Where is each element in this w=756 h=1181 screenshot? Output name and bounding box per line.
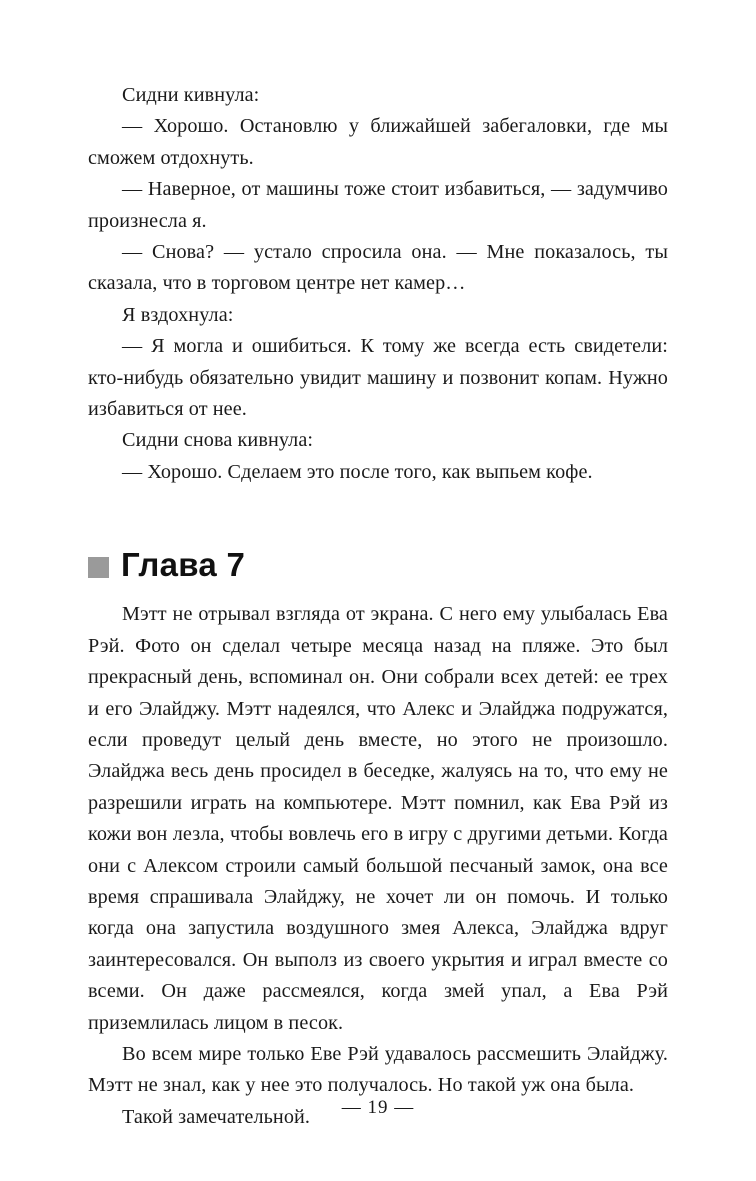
- chapter-heading: [88, 546, 668, 584]
- chapter-text-block: [88, 599, 668, 1133]
- paragraph: — Наверное, от машины тоже стоит избавиться, — задумчиво произнесла я.: [88, 178, 668, 232]
- paragraph: Сидни снова кивнула:: [122, 429, 314, 452]
- paragraph: Такой замечательной.: [122, 1105, 311, 1128]
- chapter-title: Глава 7: [121, 546, 246, 584]
- paragraph: Во всем мире только Еве Рэй удавалось рассмешить Элайджу. Мэтт не знал, как у нее это получалось. Но такой уж она была.: [88, 1042, 668, 1097]
- paragraph: Мэтт не отрывал взгляда от экрана. С него ему улыбалась Ева Рэй. Фото он сделал четыре месяца назад на пляже. Это был прекрасный день, вспоминал он. Они собрали всех детей: ее трех и его Элайджу. Мэтт надеялся, что Алекс и Элайджа подружатся, если проведут целый день вместе, но этого не произошло. Элайджа весь день просидел в беседке, жалуясь на то, что ему не разрешили играть на компьютере. Мэтт помнил, как Ева Рэй из кожи вон лезла, чтобы вовлечь его в игру с другими детьми. Когда они с Алексом строили самый большой песчаный замок, она все время спрашивала Элайджу, не хочет ли он помочь. И только когда она запустила воздушного змея Алекса, Элайджа вдруг заинтересовался. Он выполз из своего укрытия и играл вместе со всеми. Он даже рассмеялся, когда змей упал, а Ева Рэй приземлилась лицом в песок.: [88, 603, 668, 1034]
- page-footer: [0, 1097, 756, 1119]
- page-number: — 19 —: [341, 1097, 415, 1118]
- paragraph: — Снова? — устало спросила она. — Мне показалось, ты сказала, что в торговом центре нет камер…: [88, 241, 668, 295]
- paragraph: — Я могла и ошибиться. К тому же всегда есть свидетели: кто-нибудь обязательно увидит машину и позвонит копам. Нужно избавиться от нее.: [88, 335, 668, 421]
- paragraph: Сидни кивнула:: [122, 84, 260, 106]
- paragraph: Я вздохнула:: [122, 303, 234, 326]
- paragraph: — Хорошо. Сделаем это после того, как выпьем кофе.: [122, 460, 593, 483]
- top-text-block: [88, 80, 668, 488]
- paragraph: — Хорошо. Остановлю у ближайшей забегаловки, где мы сможем отдохнуть.: [88, 115, 668, 169]
- square-bullet-icon: [88, 557, 109, 578]
